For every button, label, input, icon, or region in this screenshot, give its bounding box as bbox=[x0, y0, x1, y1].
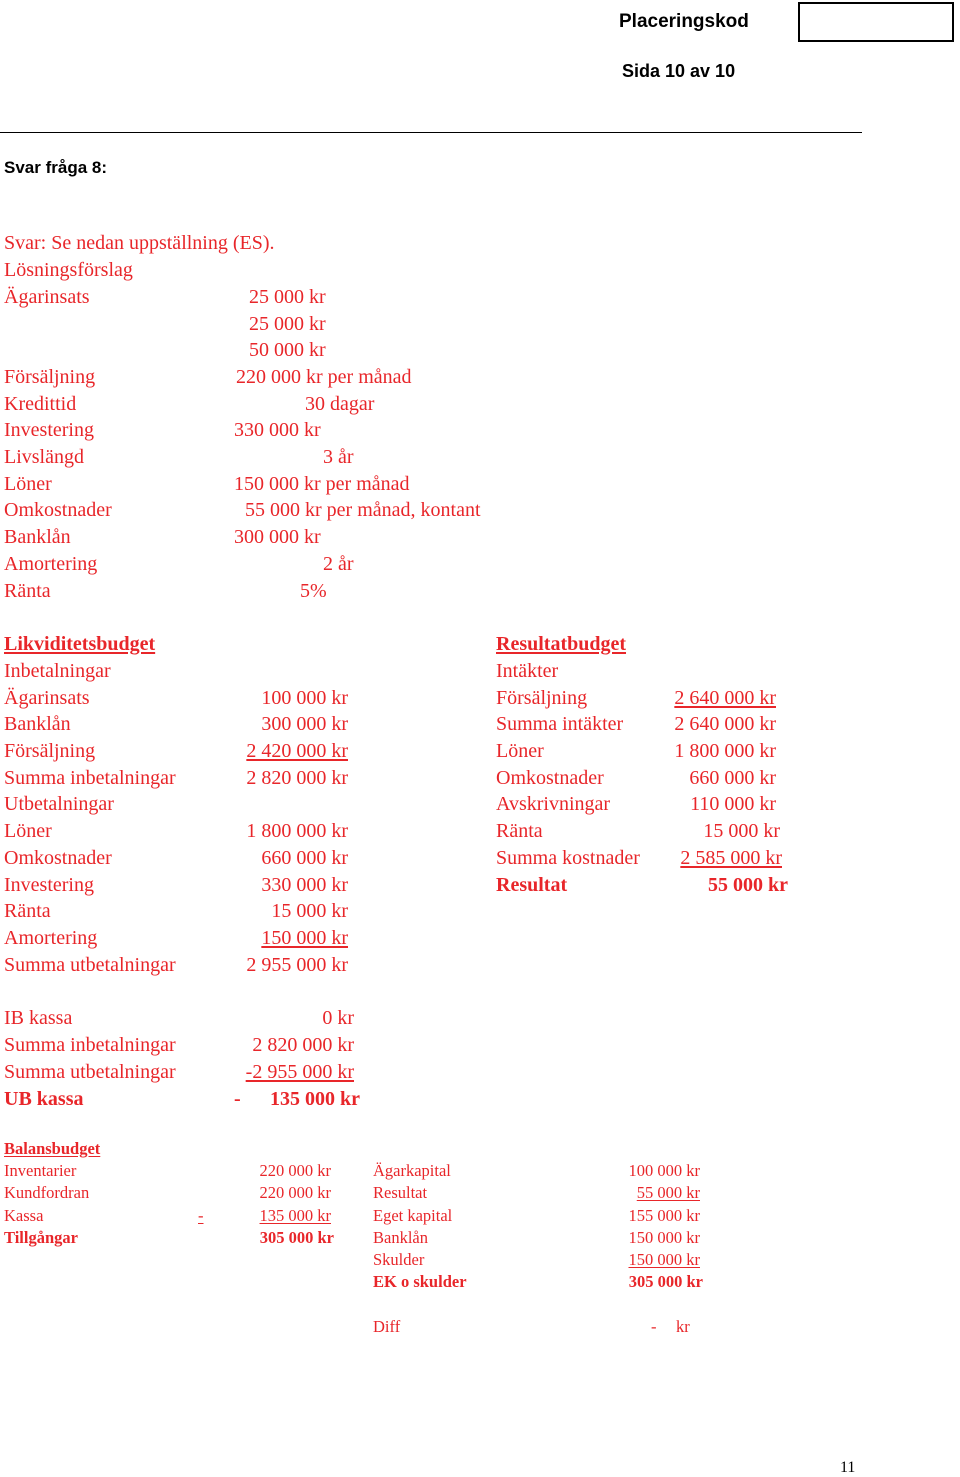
assets-total-value: 305 000 kr bbox=[259, 1228, 334, 1247]
solution-label: Löner bbox=[4, 473, 52, 495]
outflow-label: Ränta bbox=[4, 900, 51, 922]
closing-cash-label: UB kassa bbox=[4, 1088, 84, 1110]
solution-value: 2 år bbox=[323, 553, 354, 575]
inflow-label: Försäljning bbox=[4, 740, 96, 762]
result-value: 110 000 kr bbox=[690, 793, 776, 815]
income-heading: Intäkter bbox=[496, 660, 559, 682]
liability-label: Resultat bbox=[373, 1183, 428, 1202]
solution-label: Livslängd bbox=[4, 446, 84, 468]
cash-label: Summa utbetalningar bbox=[4, 1061, 176, 1083]
cash-value: 2 820 000 kr bbox=[252, 1034, 354, 1056]
asset-label: Kundfordran bbox=[4, 1183, 90, 1202]
outflow-value: 660 000 kr bbox=[261, 847, 348, 869]
outflow-value: 150 000 kr bbox=[261, 927, 348, 949]
result-label: Avskrivningar bbox=[496, 793, 611, 815]
solution-value: 220 000 kr per månad bbox=[236, 366, 412, 388]
solution-label: Amortering bbox=[4, 553, 98, 575]
result-value: 2 640 000 kr bbox=[674, 687, 776, 709]
liability-value: 155 000 kr bbox=[628, 1206, 700, 1225]
outflow-value: 330 000 kr bbox=[261, 874, 348, 896]
solution-value: 30 dagar bbox=[305, 393, 375, 415]
solution-value: 50 000 kr bbox=[249, 339, 326, 361]
outflow-total-label: Summa utbetalningar bbox=[4, 954, 176, 976]
liability-label: Skulder bbox=[373, 1250, 425, 1269]
inflow-total-value: 2 820 000 kr bbox=[246, 767, 348, 789]
liability-value: 55 000 kr bbox=[636, 1183, 700, 1202]
solution-label: Omkostnader bbox=[4, 499, 112, 521]
result-total-label: Resultat bbox=[496, 874, 568, 896]
header-divider bbox=[0, 132, 862, 133]
cash-label: IB kassa bbox=[4, 1007, 73, 1029]
outflow-value: 1 800 000 kr bbox=[246, 820, 348, 842]
page-indicator: Sida 10 av 10 bbox=[622, 61, 736, 81]
placement-code-label: Placeringskod bbox=[619, 11, 749, 32]
page-number: 11 bbox=[840, 1459, 856, 1476]
solution-label: Investering bbox=[4, 419, 94, 441]
asset-label: Inventarier bbox=[4, 1161, 77, 1180]
outflow-total-value: 2 955 000 kr bbox=[246, 954, 348, 976]
inflow-label: Ägarinsats bbox=[4, 687, 90, 709]
answer-intro: Svar: Se nedan uppställning (ES). bbox=[4, 232, 275, 254]
solution-value: 300 000 kr bbox=[234, 526, 321, 548]
inflow-value: 2 420 000 kr bbox=[246, 740, 348, 762]
outflow-label: Löner bbox=[4, 820, 52, 842]
diff-sign: - bbox=[651, 1317, 657, 1336]
cash-value: 0 kr bbox=[322, 1007, 354, 1029]
assets-total-label: Tillgångar bbox=[4, 1228, 78, 1247]
solution-value: 25 000 kr bbox=[249, 313, 326, 335]
liability-label: Banklån bbox=[373, 1228, 428, 1247]
result-value: 660 000 kr bbox=[689, 767, 776, 789]
result-value: 1 800 000 kr bbox=[674, 740, 776, 762]
result-label: Ränta bbox=[496, 820, 543, 842]
closing-cash-sign: - bbox=[234, 1088, 241, 1110]
result-label: Löner bbox=[496, 740, 544, 762]
result-label: Summa intäkter bbox=[496, 713, 624, 735]
solution-value: 5% bbox=[300, 580, 327, 602]
asset-label: Kassa bbox=[4, 1206, 44, 1225]
result-value: 15 000 kr bbox=[703, 820, 780, 842]
outflow-value: 15 000 kr bbox=[271, 900, 348, 922]
liability-value: 150 000 kr bbox=[628, 1250, 700, 1269]
solution-value: 25 000 kr bbox=[249, 286, 326, 308]
solution-label: Ränta bbox=[4, 580, 51, 602]
cash-value: -2 955 000 kr bbox=[245, 1061, 354, 1083]
liability-value: 100 000 kr bbox=[628, 1161, 700, 1180]
question-title: Svar fråga 8: bbox=[4, 158, 107, 177]
outflow-heading: Utbetalningar bbox=[4, 793, 114, 815]
asset-value: 220 000 kr bbox=[259, 1161, 331, 1180]
result-label: Omkostnader bbox=[496, 767, 604, 789]
inflow-heading: Inbetalningar bbox=[4, 660, 111, 682]
solution-value: 55 000 kr per månad, kontant bbox=[245, 499, 481, 521]
solution-label: Ägarinsats bbox=[4, 286, 90, 308]
solution-title: Lösningsförslag bbox=[4, 259, 133, 281]
liability-label: Ägarkapital bbox=[373, 1161, 451, 1180]
outflow-label: Investering bbox=[4, 874, 94, 896]
result-value: 2 640 000 kr bbox=[674, 713, 776, 735]
solution-label: Kredittid bbox=[4, 393, 77, 415]
inflow-label: Banklån bbox=[4, 713, 71, 735]
liabilities-total-label: EK o skulder bbox=[373, 1272, 467, 1291]
placement-code-box bbox=[798, 2, 954, 42]
balance-title: Balansbudget bbox=[4, 1139, 101, 1158]
asset-value: 220 000 kr bbox=[259, 1183, 331, 1202]
solution-value: 150 000 kr per månad bbox=[234, 473, 410, 495]
liabilities-total-value: 305 000 kr bbox=[628, 1272, 703, 1291]
diff-label: Diff bbox=[373, 1317, 401, 1336]
result-label: Summa kostnader bbox=[496, 847, 640, 869]
cash-label: Summa inbetalningar bbox=[4, 1034, 176, 1056]
result-label: Försäljning bbox=[496, 687, 588, 709]
outflow-label: Amortering bbox=[4, 927, 98, 949]
outflow-label: Omkostnader bbox=[4, 847, 112, 869]
liability-label: Eget kapital bbox=[373, 1206, 453, 1225]
liability-value: 150 000 kr bbox=[628, 1228, 700, 1247]
liquidity-title: Likviditetsbudget bbox=[4, 633, 156, 655]
closing-cash-value: 135 000 kr bbox=[270, 1088, 360, 1110]
solution-label: Försäljning bbox=[4, 366, 96, 388]
result-title: Resultatbudget bbox=[496, 633, 627, 655]
inflow-value: 100 000 kr bbox=[261, 687, 348, 709]
result-total-value: 55 000 kr bbox=[708, 874, 788, 896]
inflow-total-label: Summa inbetalningar bbox=[4, 767, 176, 789]
solution-value: 3 år bbox=[323, 446, 354, 468]
solution-label: Banklån bbox=[4, 526, 71, 548]
diff-unit: kr bbox=[676, 1317, 690, 1336]
solution-value: 330 000 kr bbox=[234, 419, 321, 441]
asset-sign: - bbox=[198, 1206, 204, 1225]
asset-value: 135 000 kr bbox=[259, 1206, 331, 1225]
result-value: 2 585 000 kr bbox=[680, 847, 782, 869]
inflow-value: 300 000 kr bbox=[261, 713, 348, 735]
